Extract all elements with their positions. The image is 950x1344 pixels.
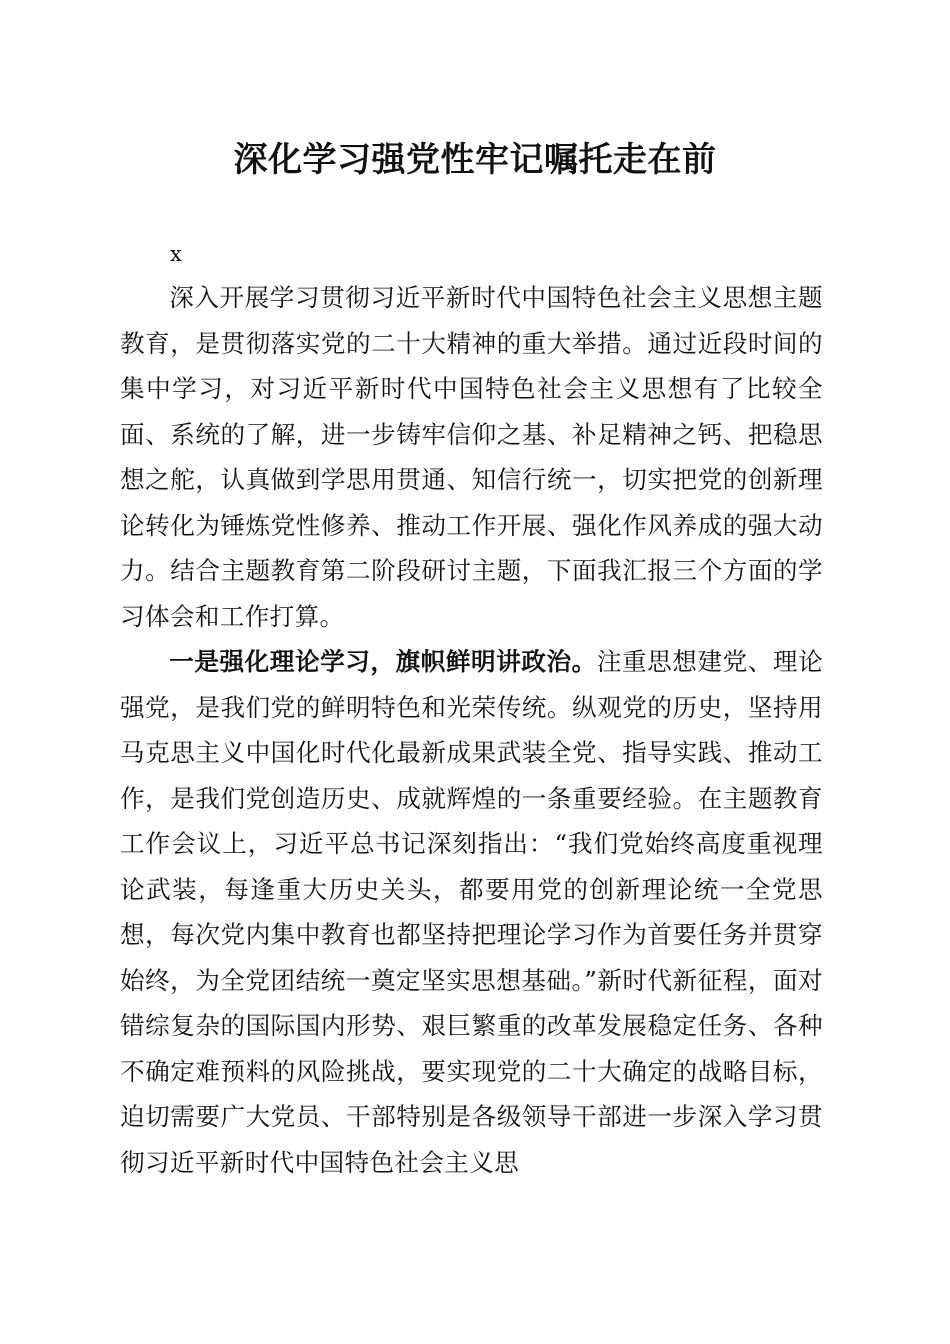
paragraph-intro <box>120 275 823 639</box>
paragraph-point-one <box>120 639 823 1185</box>
paragraph-point-one-heading: 一是强化理论学习，旗帜鲜明讲政治。 <box>169 647 597 676</box>
document-author: x <box>170 242 182 266</box>
paragraph-intro-text: 深入开展学习贯彻习近平新时代中国特色社会主义思想主题教育，是贯彻落实党的二十大精神的重大举措。通过近段时间的集中学习，对习近平新时代中国特色社会主义思想有了比较全面、系统的了解，进一步铸牢信仰之基、补足精神之钙、把稳思想之舵，认真做到学思用贯通、知信行统一，切实把党的创新理论转化为锤炼党性修养、推动工作开展、强化作风养成的强大动力。结合主题教育第二阶段研讨主题，下面我汇报三个方面的学习体会和工作打算。 <box>120 283 823 631</box>
document-title: 深化学习强党性牢记嘱托走在前 <box>233 140 717 180</box>
document-body <box>120 275 823 1185</box>
paragraph-point-one-text: 注重思想建党、理论强党，是我们党的鲜明特色和光荣传统。纵观党的历史，坚持用马克思主义中国化时代化最新成果武装全党、指导实践、推动工作，是我们党创造历史、成就辉煌的一条重要经验。在主题教育工作会议上，习近平总书记深刻指出：“我们党始终高度重视理论武装，每逢重大历史关头，都要用党的创新理论统一全党思想，每次党内集中教育也都坚持把理论学习作为首要任务并贯穿始终，为全党团结统一奠定坚实思想基础。”新时代新征程，面对错综复杂的国际国内形势、艰巨繁重的改革发展稳定任务、各种不确定难预料的风险挑战，要实现党的二十大确定的战略目标，迫切需要广大党员、干部特别是各级领导干部进一步深入学习贯彻习近平新时代中国特色社会主义思 <box>120 647 824 1177</box>
